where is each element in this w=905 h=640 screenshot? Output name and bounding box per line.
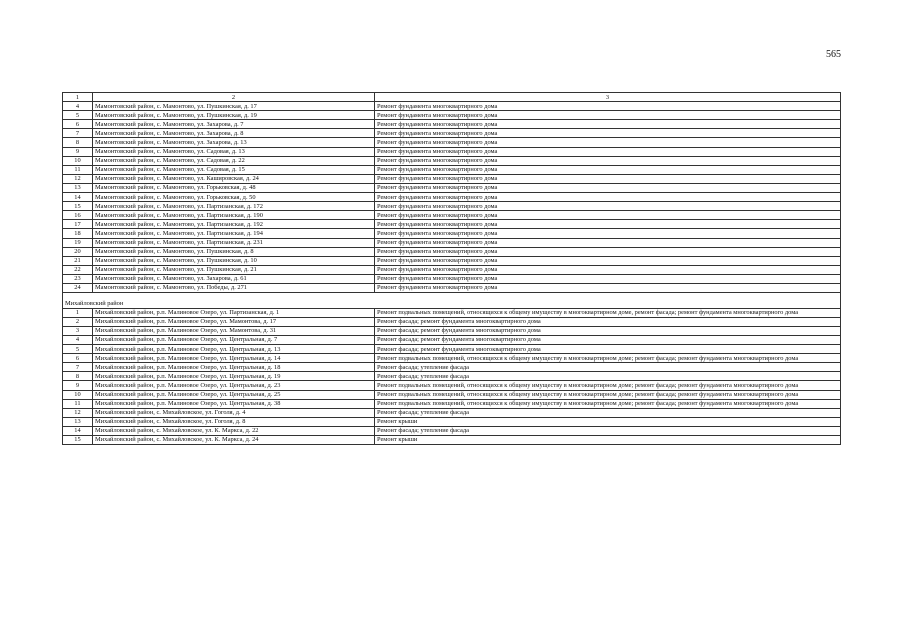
row-number: 8 [63,138,93,147]
row-address: Михайловский район, р.п. Малиновое Озеро, ул. Центральная, д. 23 [93,381,375,390]
row-number: 10 [63,390,93,399]
row-number: 3 [63,326,93,335]
row-work: Ремонт фундамента многоквартирного дома [375,256,841,265]
row-address: Мамонтовский район, с. Мамонтово, ул. Садовая, д. 13 [93,147,375,156]
row-work: Ремонт фундамента многоквартирного дома [375,238,841,247]
row-number: 21 [63,256,93,265]
table-row [63,238,841,247]
row-address: Мамонтовский район, с. Мамонтово, ул. Партизанская, д. 172 [93,202,375,211]
table-row [63,174,841,183]
table-header-row [63,93,841,102]
table-row [63,129,841,138]
header-cell-1: 1 [63,93,93,102]
table-row [63,274,841,283]
row-address: Мамонтовский район, с. Мамонтово, ул. Пушкинская, д. 10 [93,256,375,265]
table-row [63,381,841,390]
section-filler [375,293,841,309]
row-number: 14 [63,193,93,202]
table-row [63,354,841,363]
table-row [63,408,841,417]
row-work: Ремонт фасада; ремонт фундамента многоквартирного дома [375,326,841,335]
row-work: Ремонт фундамента многоквартирного дома [375,274,841,283]
repair-table [62,92,841,445]
row-address: Михайловский район, р.п. Малиновое Озеро, ул. Центральная, д. 19 [93,372,375,381]
row-address: Михайловский район, р.п. Малиновое Озеро, ул. Центральная, д. 25 [93,390,375,399]
table-row [63,156,841,165]
row-number: 11 [63,165,93,174]
header-cell-2: 2 [93,93,375,102]
section-row [63,293,841,309]
row-number: 4 [63,102,93,111]
row-number: 6 [63,120,93,129]
row-work: Ремонт фундамента многоквартирного дома [375,265,841,274]
row-number: 12 [63,408,93,417]
row-address: Михайловский район, с. Михайловское, ул. Гоголя, д. 8 [93,417,375,426]
row-number: 7 [63,129,93,138]
row-work: Ремонт фундамента многоквартирного дома [375,202,841,211]
row-address: Мамонтовский район, с. Мамонтово, ул. Пушкинская, д. 17 [93,102,375,111]
row-work: Ремонт фундамента многоквартирного дома [375,174,841,183]
row-number: 16 [63,211,93,220]
table-row [63,120,841,129]
row-number: 12 [63,174,93,183]
row-address: Мамонтовский район, с. Мамонтово, ул. Захарова, д. 7 [93,120,375,129]
table-row [63,193,841,202]
row-work: Ремонт крыши [375,417,841,426]
table-row [63,211,841,220]
table-row [63,147,841,156]
row-work: Ремонт фасада; утепление фасада [375,426,841,435]
row-number: 13 [63,183,93,192]
row-address: Михайловский район, с. Михайловское, ул. Гоголя, д. 4 [93,408,375,417]
row-address: Мамонтовский район, с. Мамонтово, ул. Захарова, д. 8 [93,129,375,138]
row-work: Ремонт фундамента многоквартирного дома [375,147,841,156]
row-work: Ремонт фундамента многоквартирного дома [375,165,841,174]
row-work: Ремонт фундамента многоквартирного дома [375,229,841,238]
row-address: Мамонтовский район, с. Мамонтово, ул. Захарова, д. 13 [93,138,375,147]
page-number: 565 [826,49,841,60]
table-row [63,138,841,147]
row-address: Михайловский район, р.п. Малиновое Озеро, ул. Центральная, д. 7 [93,335,375,344]
row-work: Ремонт подвальных помещений, относящихся к общему имуществу в многоквартирном доме; ремонт фасада; ремонт фундамента многоквартирного дома [375,390,841,399]
row-number: 11 [63,399,93,408]
table-row [63,220,841,229]
row-work: Ремонт фасада; ремонт фундамента многоквартирного дома [375,317,841,326]
table-row [63,335,841,344]
table-row [63,256,841,265]
row-number: 7 [63,363,93,372]
table-row [63,399,841,408]
row-address: Мамонтовский район, с. Мамонтово, ул. Пушкинская, д. 19 [93,111,375,120]
row-address: Михайловский район, р.п. Малиновое Озеро, ул. Партизанская, д. 1 [93,308,375,317]
row-address: Михайловский район, р.п. Малиновое Озеро, ул. Мамонтова, д. 17 [93,317,375,326]
table-row [63,111,841,120]
table-row [63,229,841,238]
row-work: Ремонт фасада; утепление фасада [375,363,841,372]
row-work: Ремонт фундамента многоквартирного дома [375,120,841,129]
row-number: 13 [63,417,93,426]
row-work: Ремонт фундамента многоквартирного дома [375,156,841,165]
row-address: Мамонтовский район, с. Мамонтово, ул. Горьковская, д. 48 [93,183,375,192]
table-row [63,372,841,381]
row-address: Мамонтовский район, с. Мамонтово, ул. Пушкинская, д. 21 [93,265,375,274]
table-row [63,417,841,426]
row-address: Мамонтовский район, с. Мамонтово, ул. Садовая, д. 22 [93,156,375,165]
row-number: 9 [63,381,93,390]
row-number: 20 [63,247,93,256]
row-address: Мамонтовский район, с. Мамонтово, ул. Партизанская, д. 190 [93,211,375,220]
row-address: Мамонтовский район, с. Мамонтово, ул. Партизанская, д. 192 [93,220,375,229]
row-number: 5 [63,111,93,120]
row-number: 15 [63,202,93,211]
row-work: Ремонт фундамента многоквартирного дома [375,247,841,256]
row-address: Мамонтовский район, с. Мамонтово, ул. Захарова, д. 61 [93,274,375,283]
row-number: 9 [63,147,93,156]
row-address: Мамонтовский район, с. Мамонтово, ул. Партизанская, д. 194 [93,229,375,238]
row-address: Михайловский район, с. Михайловское, ул. К. Маркса, д. 24 [93,435,375,444]
table-row [63,345,841,354]
row-number: 8 [63,372,93,381]
table-row [63,283,841,292]
table-row [63,326,841,335]
row-number: 19 [63,238,93,247]
table-row [63,202,841,211]
table-row [63,247,841,256]
row-work: Ремонт фундамента многоквартирного дома [375,102,841,111]
row-work: Ремонт фасада; ремонт фундамента многоквартирного дома [375,345,841,354]
row-work: Ремонт фундамента многоквартирного дома [375,220,841,229]
row-work: Ремонт крыши [375,435,841,444]
table-row [63,102,841,111]
row-address: Мамонтовский район, с. Мамонтово, ул. Садовая, д. 15 [93,165,375,174]
table-row [63,363,841,372]
row-address: Мамонтовский район, с. Мамонтово, ул. Горьковская, д. 50 [93,193,375,202]
row-work: Ремонт фундамента многоквартирного дома [375,193,841,202]
row-number: 24 [63,283,93,292]
table-row [63,183,841,192]
row-work: Ремонт подвальных помещений, относящихся к общему имуществу в многоквартирном доме; ремонт фасада; ремонт фундамента многоквартирного дома [375,381,841,390]
table-row [63,435,841,444]
row-address: Мамонтовский район, с. Мамонтово, ул. Кашировская, д. 24 [93,174,375,183]
row-number: 14 [63,426,93,435]
row-number: 6 [63,354,93,363]
table-row [63,317,841,326]
row-number: 5 [63,345,93,354]
row-address: Михайловский район, р.п. Малиновое Озеро, ул. Центральная, д. 38 [93,399,375,408]
row-work: Ремонт фасада; ремонт фундамента многоквартирного дома [375,335,841,344]
row-number: 18 [63,229,93,238]
table-row [63,165,841,174]
row-number: 23 [63,274,93,283]
row-work: Ремонт подвальных помещений, относящихся к общему имуществу в многоквартирном доме, ремонт фасада; ремонт фундамента многоквартирного дома [375,308,841,317]
row-work: Ремонт фасада; утепление фасада [375,408,841,417]
row-work: Ремонт фундамента многоквартирного дома [375,183,841,192]
row-work: Ремонт фасада; утепление фасада [375,372,841,381]
row-number: 1 [63,308,93,317]
table-row [63,308,841,317]
table-row [63,426,841,435]
row-number: 10 [63,156,93,165]
table-row [63,390,841,399]
row-number: 17 [63,220,93,229]
row-number: 2 [63,317,93,326]
row-address: Мамонтовский район, с. Мамонтово, ул. Партизанская, д. 231 [93,238,375,247]
row-work: Ремонт фундамента многоквартирного дома [375,111,841,120]
row-address: Михайловский район, р.п. Малиновое Озеро, ул. Центральная, д. 18 [93,363,375,372]
row-address: Михайловский район, р.п. Малиновое Озеро, ул. Центральная, д. 14 [93,354,375,363]
row-work: Ремонт фундамента многоквартирного дома [375,211,841,220]
row-work: Ремонт подвальных помещений, относящихся к общему имуществу в многоквартирном доме; ремонт фасада; ремонт фундамента многоквартирного дома [375,399,841,408]
row-address: Михайловский район, р.п. Малиновое Озеро, ул. Мамонтова, д. 31 [93,326,375,335]
row-address: Михайловский район, р.п. Малиновое Озеро, ул. Центральная, д. 13 [93,345,375,354]
row-number: 15 [63,435,93,444]
section-title: Михайловский район [63,293,375,309]
row-work: Ремонт фундамента многоквартирного дома [375,129,841,138]
row-number: 22 [63,265,93,274]
row-address: Мамонтовский район, с. Мамонтово, ул. Пушкинская, д. 8 [93,247,375,256]
row-number: 4 [63,335,93,344]
row-work: Ремонт подвальных помещений, относящихся к общему имуществу в многоквартирном доме; ремонт фасада; ремонт фундамента многоквартирного дома [375,354,841,363]
row-work: Ремонт фундамента многоквартирного дома [375,283,841,292]
row-address: Мамонтовский район, с. Мамонтово, ул. Победы, д. 271 [93,283,375,292]
row-work: Ремонт фундамента многоквартирного дома [375,138,841,147]
header-cell-3: 3 [375,93,841,102]
table-row [63,265,841,274]
row-address: Михайловский район, с. Михайловское, ул. К. Маркса, д. 22 [93,426,375,435]
